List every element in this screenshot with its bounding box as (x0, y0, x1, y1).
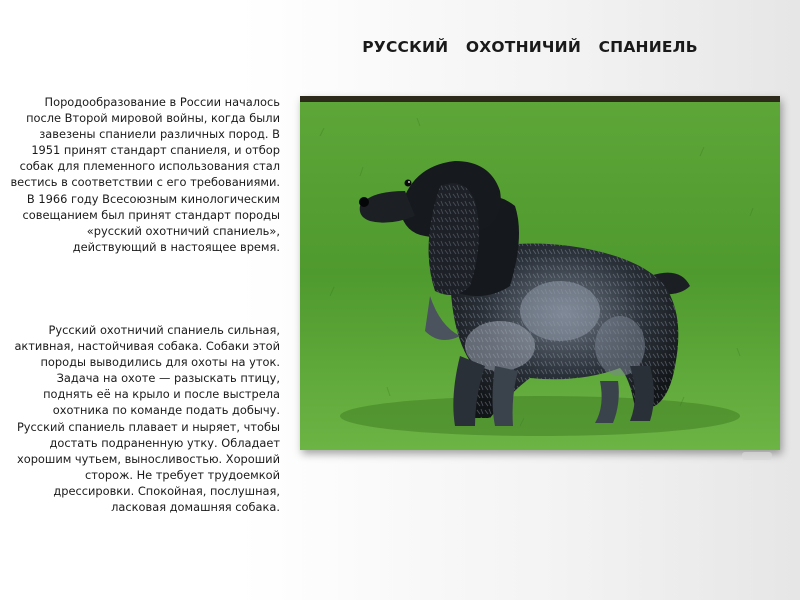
slide-title: РУССКИЙ ОХОТНИЧИЙ СПАНИЕЛЬ (362, 38, 698, 56)
dog-photo (300, 96, 780, 450)
description-paragraph: Русский охотничий спаниель сильная, активная, настойчивая собака. Собаки этой породы выводились для охоты на уток. Задача на охоте — разыскать птицу, поднять её на крыло и после выстрела охотника по команде подать добычу. Русский спаниель плавает и ныряет, чтобы достать подраненную утку. Обладает хорошим чутьем, выносливостью. Хороший сторож. Не требует трудоемкой дрессировки. Спокойная, послушная, ласковая домашняя собака. (14, 323, 280, 515)
photo-reflection (742, 452, 772, 460)
history-paragraph: Породообразование в России началось после Второй мировой войны, когда были завезены спаниели различных пород. В 1951 принят стандарт спаниеля, и отбор собак для племенного использования стал вестись в соответствии с его требованиями. В 1966 году Всесоюзным кинологическим совещанием был принят стандарт породы «русский охотничий спаниель», действующий в настоящее время. (10, 95, 280, 254)
spaniel-illustration (300, 96, 780, 450)
